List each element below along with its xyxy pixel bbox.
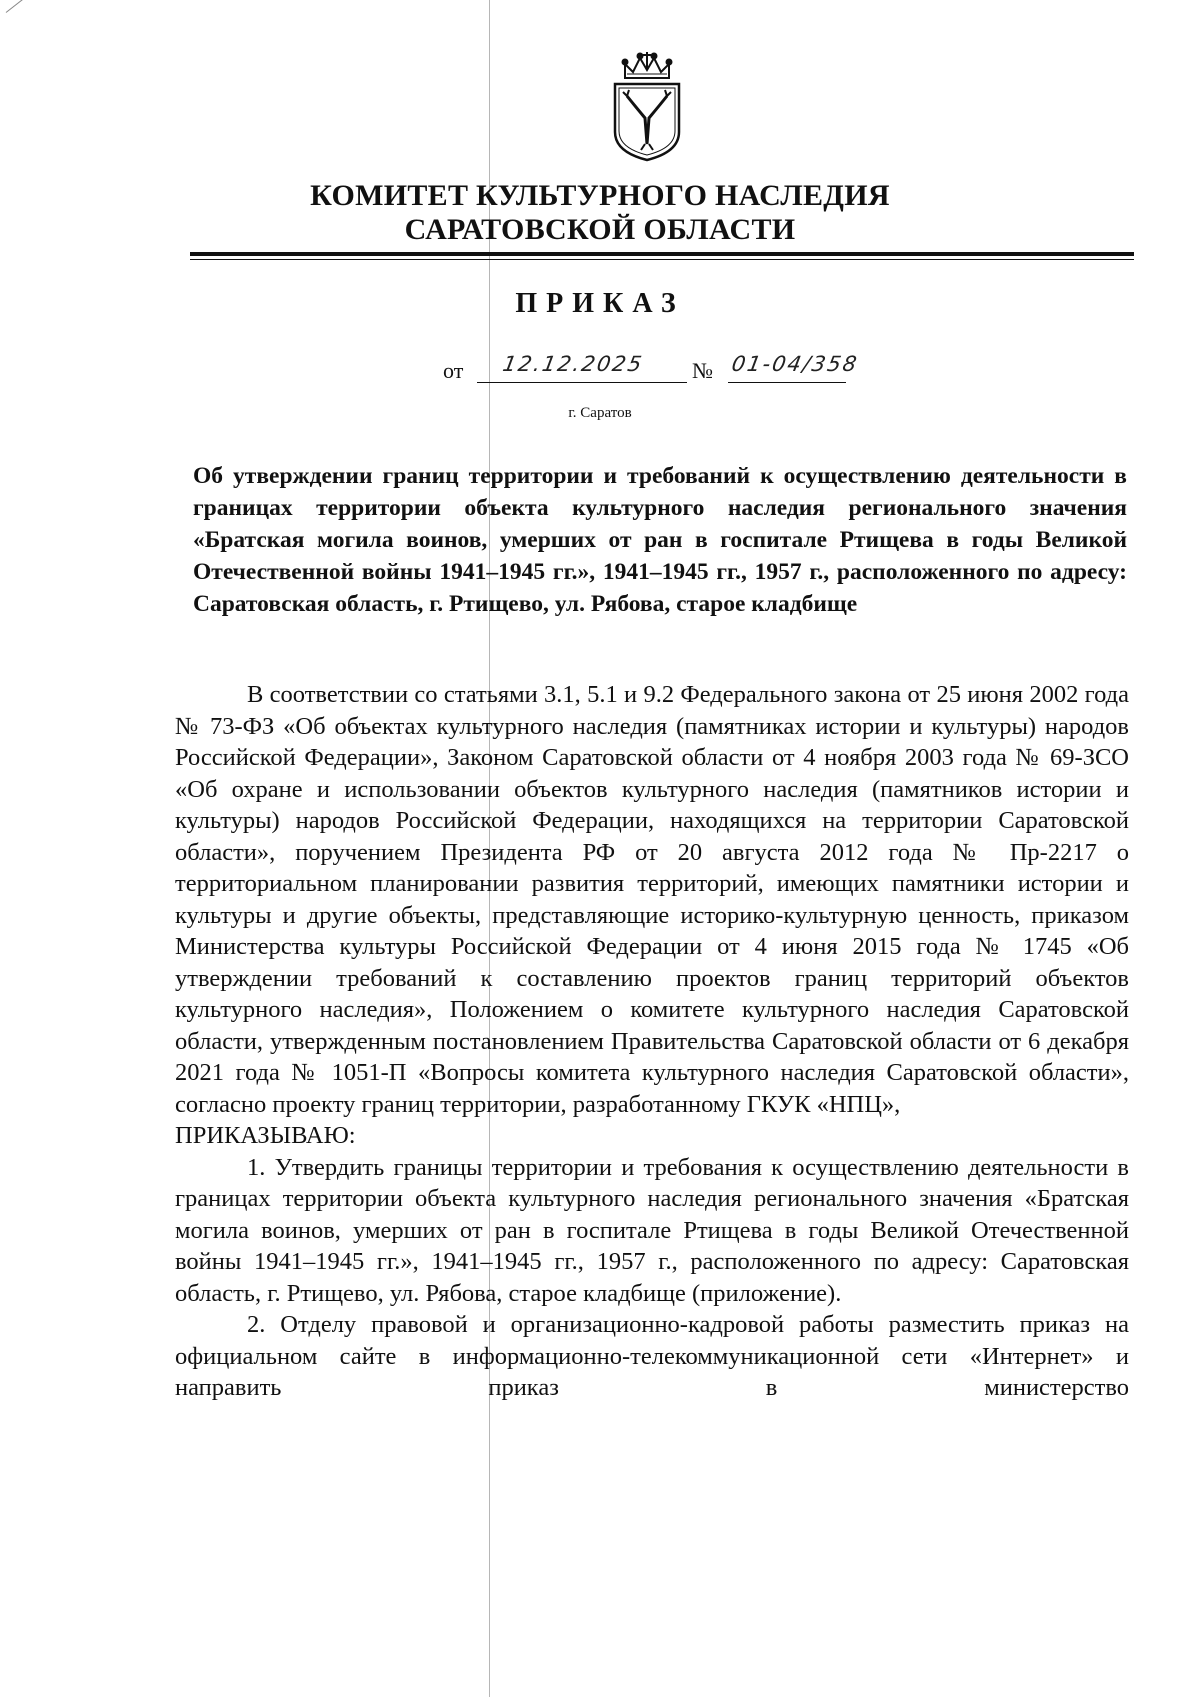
issue-city: г. Саратов [568,405,632,421]
order-item-1: 1. Утвердить границы территории и требования к осуществлению деятельности в границах территории объекта культурного наследия регионального значения «Братская могила воинов, умерших от ран в госпитале Ртищева в годы Великой Отечественной войны 1941–1945 гг.», 1941–1945 гг., 1957 г., расположенного по адресу: Саратовская область, г. Ртищево, ул. Рябова, старое кладбище (приложение). [175,1153,1129,1307]
order-word: ПРИКАЗЫВАЮ: [175,1122,356,1149]
number-field [728,352,861,383]
header-rule-thick [190,252,1134,256]
coat-of-arms-graphic [605,44,689,164]
preamble-paragraph: В соответствии со статьями 3.1, 5.1 и 9.2 Федерального закона от 25 июня 2002 года № 73-ФЗ «Об объектах культурного наследия (памятниках истории и культуры) народов Российской Федерации», Законом Саратовской области от 4 ноября 2003 года № 69-ЗСО «Об охране и использовании объектов культурного наследия (памятников истории и культуры) народов Российской Федерации, находящихся на территории Саратовской области», поручением Президента РФ от 20 августа 2012 года № Пр-2217 о территориальном планировании развития территорий, имеющих памятники истории и культуры и другие объекты, представляющие историко-культурную ценность, приказом Министерства культуры Российской Федерации от 4 июня 2015 года № 1745 «Об утверждении требований к составлению проектов границ территорий объектов культурного наследия», Положением о комитете культурного наследия Саратовской области, утвержденным постановлением Правительства Саратовской области от 6 декабря 2021 года № 1051-П «Вопросы комитета культурного наследия Саратовской области», согласно проекту границ территории, разработанному ГКУК «НПЦ», [175,681,1129,1118]
document-subject: Об утверждении границ территории и требований к осуществлению деятельности в границах территории объекта культурного наследия регионального значения «Братская могила воинов, умерших от ран в госпитале Ртищева в годы Великой Отечественной войны 1941–1945 гг.», 1941–1945 гг., 1957 г., расположенного по адресу: Саратовская область, г. Ртищево, ул. Рябова, старое кладбище [193,463,1127,617]
handwritten-number: 01-04/358 [729,352,861,376]
document-body [175,679,1129,1404]
header-rule-thin [190,259,1134,260]
organization-name-line1: КОМИТЕТ КУЛЬТУРНОГО НАСЛЕДИЯ [310,179,890,212]
document-type-title: ПРИКАЗ [515,288,685,319]
saratov-coat-of-arms-icon [605,44,689,164]
organization-name-line2: САРАТОВСКОЙ ОБЛАСТИ [404,213,796,246]
scan-corner-mark [6,0,33,13]
handwritten-date: 12.12.2025 [500,352,646,376]
date-label: от [443,358,464,383]
number-label: № [692,358,713,383]
order-item-2: 2. Отделу правовой и организационно-кадровой работы разместить приказ на официальном сайте в информационно-телекоммуникационной сети «Интернет» и направить приказ в министерство [175,1311,1129,1401]
date-field [477,352,687,383]
